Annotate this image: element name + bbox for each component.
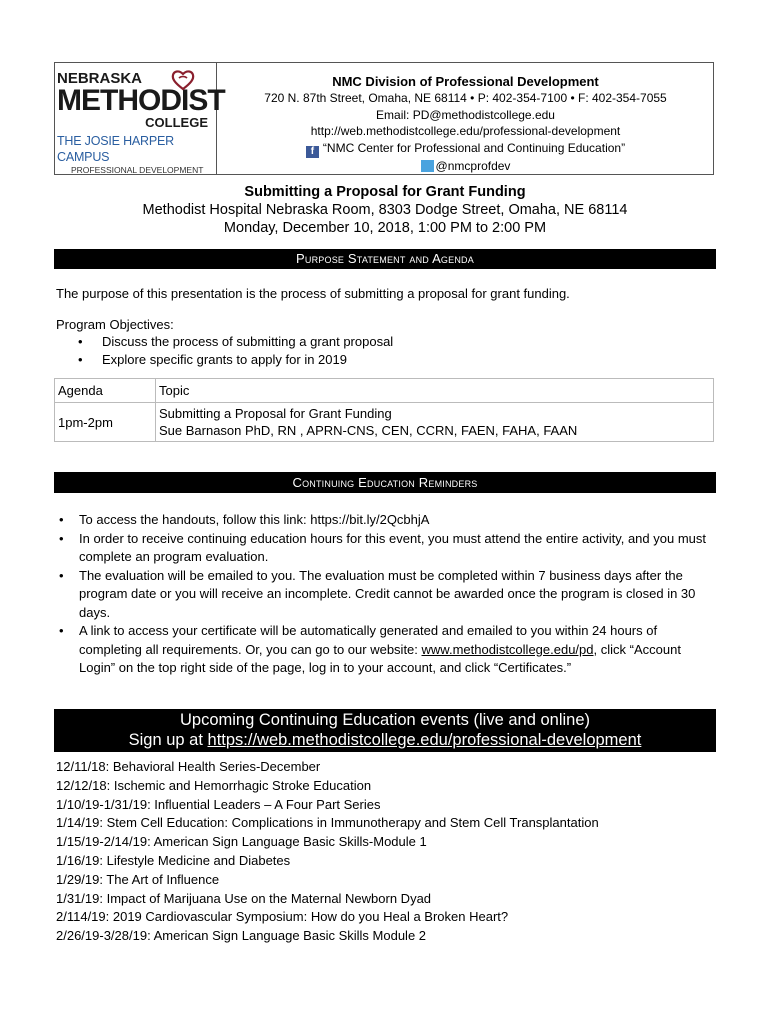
table-row [55,403,714,442]
topic-header: Topic [156,379,714,403]
twitter-icon [421,160,434,172]
list-item: 1/10/19-1/31/19: Influential Leaders – A Four Part Series [56,796,381,812]
objectives-list [80,333,393,369]
logo-nebraska: NEBRASKA [57,70,143,87]
signup-line [54,730,716,750]
upcoming-events-list [56,758,599,946]
list-item: 1/16/19: Lifestyle Medicine and Diabetes [56,852,291,868]
list-item: • Discuss the process of submitting a grant proposal [80,333,393,351]
facebook-icon: f [306,146,319,158]
website-link[interactable]: http://web.methodistcollege.edu/professional-development [310,124,621,138]
list-item [56,622,706,678]
event-datetime: Monday, December 10, 2018, 1:00 PM to 2:00 PM [223,220,547,236]
purpose-statement: The purpose of this presentation is the process of submitting a proposal for grant funding. [56,286,570,301]
list-item: • In order to receive continuing education hours for this event, you must attend the entire activity, and you must complete an program evaluation. [56,530,706,567]
table-row [55,379,714,403]
logo-campus: THE JOSIE HARPER CAMPUS [57,134,174,164]
logo-methodist: METHODIST [57,84,225,117]
list-item: • The evaluation will be emailed to you. The evaluation must be completed within 7 business days after the program date or you will receive an incomplete. Credit cannot be awarded once the program is closed in 30 days. [56,567,706,623]
purpose-heading: Purpose Statement and Agenda [54,249,716,269]
logo-college: COLLEGE [145,115,208,130]
agenda-topic: Submitting a Proposal for Grant Funding [159,406,392,421]
list-item: • To access the handouts, follow this link: https://bit.ly/2QcbhjA [56,511,706,530]
reminders-list [56,511,706,678]
facebook-line[interactable] [218,140,713,158]
reminder-text-end: , click “Account Login” on the top right side of the page, log in to your account, and click “Certificates.” [79,641,681,675]
agenda-time: 1pm-2pm [55,403,156,442]
signup-link[interactable]: https://web.methodistcollege.edu/professional-development [207,731,642,749]
reminder-text: A link to access your certificate will be automatically generated and emailed to you within 24 hours of completing all requirements. Or, you can go to our website: [79,623,658,657]
list-item: 12/12/18: Ischemic and Hemorrhagic Stroke Education [56,777,372,793]
email[interactable]: Email: PD@methodistcollege.edu [376,107,555,122]
objectives-label: Program Objectives: [56,317,174,332]
facebook-page-name: “NMC Center for Professional and Continuing Education” [322,140,626,155]
upcoming-heading-bar [54,709,716,752]
event-header [0,183,770,237]
list-item: 1/31/19: Impact of Marijuana Use on the Maternal Newborn Dyad [56,890,432,906]
logo-professional-development: PROFESSIONAL DEVELOPMENT [71,165,204,175]
agenda-header: Agenda [55,379,156,403]
twitter-line[interactable] [218,158,713,175]
agenda-speaker: Sue Barnason PhD, RN , APRN-CNS, CEN, CCRN, FAEN, FAHA, FAAN [159,423,578,438]
division-title: NMC Division of Professional Development [332,74,599,89]
twitter-handle: @nmcprofdev [435,158,511,173]
list-item: 1/29/19: The Art of Influence [56,871,220,887]
list-item: 1/14/19: Stem Cell Education: Complications in Immunotherapy and Stem Cell Transplantation [56,815,599,831]
list-item: • Explore specific grants to apply for in 2019 [80,351,393,369]
header-box [54,62,714,175]
college-logo [55,63,225,175]
list-item: 1/15/19-2/14/19: American Sign Language Basic Skills-Module 1 [56,834,427,850]
agenda-table [54,378,714,442]
agenda-topic-cell [156,403,714,442]
list-item: 2/114/19: 2019 Cardiovascular Symposium: How do you Heal a Broken Heart? [56,909,509,925]
list-item: 2/26/19-3/28/19: American Sign Language Basic Skills Module 2 [56,928,427,944]
reminders-heading: Continuing Education Reminders [54,472,716,493]
address: 720 N. 87th Street, Omaha, NE 68114 • P: 402-354-7100 • F: 402-354-7055 [264,91,667,105]
event-title: Submitting a Proposal for Grant Funding [244,184,526,200]
signup-prefix: Sign up at [128,731,208,749]
event-location: Methodist Hospital Nebraska Room, 8303 Dodge Street, Omaha, NE 68114 [142,202,628,218]
list-item: 12/11/18: Behavioral Health Series-December [56,759,321,774]
contact-info [218,63,713,174]
certificates-link[interactable]: www.methodistcollege.edu/pd [421,641,594,657]
upcoming-heading: Upcoming Continuing Education events (live and online) [180,711,590,729]
heart-logo-icon [171,69,195,91]
